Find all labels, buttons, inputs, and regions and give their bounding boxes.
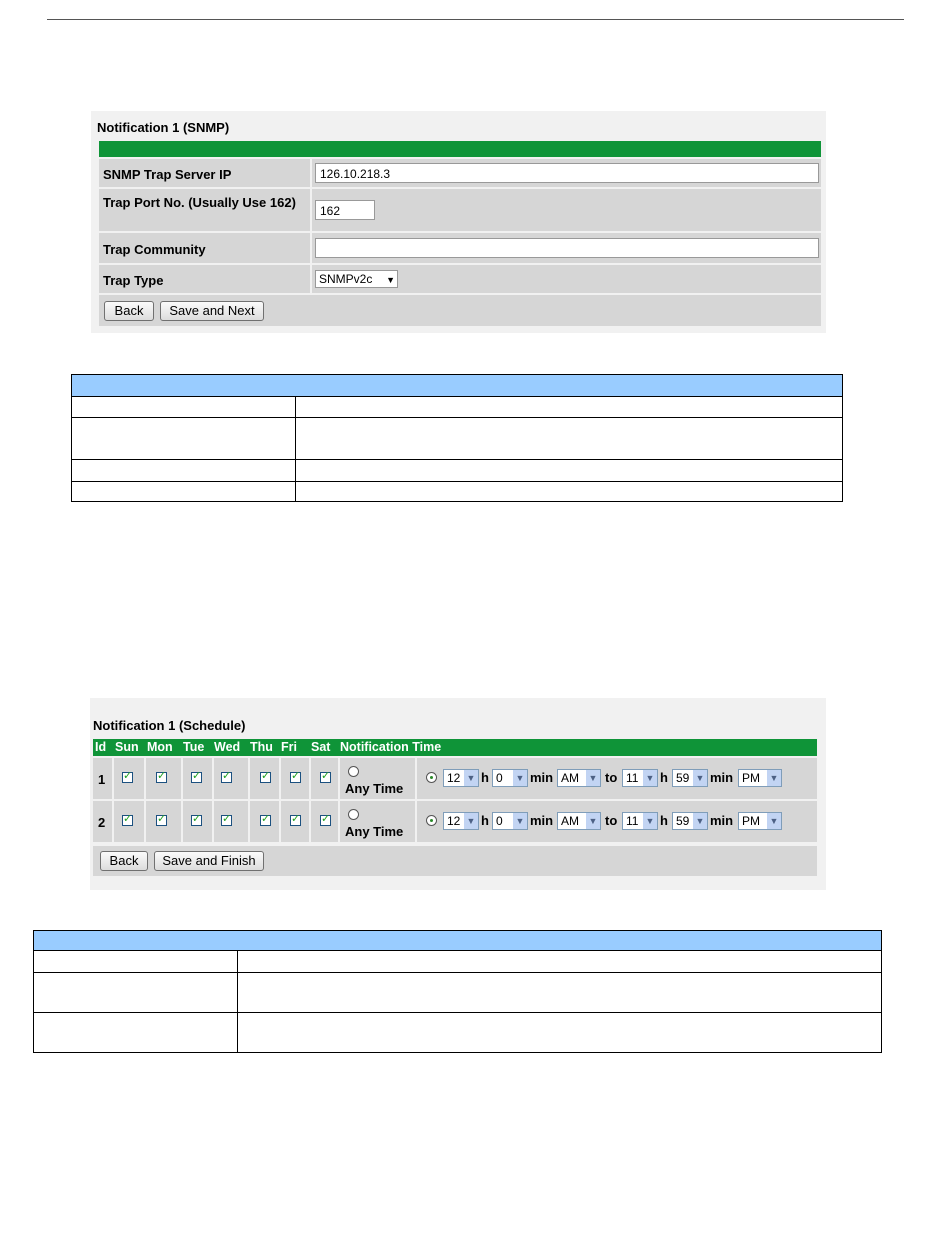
chevron-down-icon: ▼ xyxy=(464,770,478,786)
trap-type-row xyxy=(99,265,821,293)
trap-port-input[interactable]: 162 xyxy=(315,200,375,220)
thursday-checkbox[interactable] xyxy=(260,772,271,783)
schedule-button-row xyxy=(93,846,817,876)
tuesday-checkbox[interactable] xyxy=(191,772,202,783)
minute-unit-label: min xyxy=(530,813,554,828)
trap-type-select[interactable] xyxy=(315,270,398,288)
wednesday-checkbox[interactable] xyxy=(221,815,232,826)
friday-checkbox[interactable] xyxy=(290,815,301,826)
table-row xyxy=(34,1013,881,1053)
any-time-label: Any Time xyxy=(345,824,404,839)
schedule-panel-title: Notification 1 (Schedule) xyxy=(93,718,246,733)
description-table-2 xyxy=(33,930,882,1053)
trap-server-ip-row xyxy=(99,159,821,187)
trap-community-input[interactable] xyxy=(315,238,819,258)
header-tue: Tue xyxy=(183,740,205,754)
table-header xyxy=(72,375,842,397)
trap-type-label: Trap Type xyxy=(103,273,164,288)
back-button[interactable]: Back xyxy=(100,851,148,871)
save-and-finish-button[interactable]: Save and Finish xyxy=(154,851,264,871)
header-rule xyxy=(47,19,904,20)
chevron-down-icon: ▼ xyxy=(767,813,781,829)
trap-server-ip-label: SNMP Trap Server IP xyxy=(103,167,232,182)
row-id: 1 xyxy=(98,772,106,787)
from-hour-select[interactable]: 12 ▼ xyxy=(443,812,479,830)
trap-server-ip-input[interactable]: 126.10.218.3 xyxy=(315,163,819,183)
monday-checkbox[interactable] xyxy=(156,815,167,826)
table-row xyxy=(72,418,842,460)
hour-unit-label: h xyxy=(660,813,668,828)
schedule-row xyxy=(93,758,817,799)
snmp-header-bar xyxy=(99,141,821,157)
time-range-radio[interactable] xyxy=(426,772,437,783)
column-divider xyxy=(237,951,238,1053)
sunday-checkbox[interactable] xyxy=(122,772,133,783)
header-notification-time: Notification Time xyxy=(340,740,442,754)
chevron-down-icon: ▼ xyxy=(643,770,657,786)
from-minute-select[interactable]: 0 ▼ xyxy=(492,769,528,787)
header-wed: Wed xyxy=(214,740,241,754)
from-ampm-select[interactable]: AM ▼ xyxy=(557,769,601,787)
minute-unit-label: min xyxy=(710,813,734,828)
column-divider xyxy=(295,397,296,502)
from-ampm-select[interactable]: AM ▼ xyxy=(557,812,601,830)
chevron-down-icon: ▼ xyxy=(586,770,600,786)
chevron-down-icon: ▼ xyxy=(513,813,527,829)
chevron-down-icon: ▼ xyxy=(464,813,478,829)
sunday-checkbox[interactable] xyxy=(122,815,133,826)
trap-port-label: Trap Port No. (Usually Use 162) xyxy=(103,195,296,210)
to-minute-select[interactable]: 59 ▼ xyxy=(672,769,708,787)
description-table-1 xyxy=(71,374,843,502)
to-hour-select[interactable]: 11 ▼ xyxy=(622,812,658,830)
minute-unit-label: min xyxy=(710,770,734,785)
header-fri: Fri xyxy=(281,740,297,754)
trap-community-label: Trap Community xyxy=(103,242,206,257)
to-label: to xyxy=(605,770,618,785)
table-row xyxy=(34,951,881,973)
chevron-down-icon: ▼ xyxy=(693,813,707,829)
header-sun: Sun xyxy=(115,740,139,754)
caret-down-icon: ▼ xyxy=(386,275,395,285)
chevron-down-icon: ▼ xyxy=(767,770,781,786)
minute-unit-label: min xyxy=(530,770,554,785)
schedule-header-row xyxy=(93,739,817,756)
any-time-label: Any Time xyxy=(345,781,404,796)
hour-unit-label: h xyxy=(660,770,668,785)
from-minute-select[interactable]: 0 ▼ xyxy=(492,812,528,830)
back-button[interactable]: Back xyxy=(104,301,154,321)
header-thu: Thu xyxy=(250,740,273,754)
chevron-down-icon: ▼ xyxy=(643,813,657,829)
to-label: to xyxy=(605,813,618,828)
schedule-panel xyxy=(90,698,826,890)
thursday-checkbox[interactable] xyxy=(260,815,271,826)
hour-unit-label: h xyxy=(481,770,489,785)
save-and-next-button[interactable]: Save and Next xyxy=(160,301,264,321)
schedule-row xyxy=(93,801,817,842)
saturday-checkbox[interactable] xyxy=(320,815,331,826)
from-hour-select[interactable]: 12 ▼ xyxy=(443,769,479,787)
chevron-down-icon: ▼ xyxy=(693,770,707,786)
any-time-radio[interactable] xyxy=(348,766,359,777)
snmp-button-row xyxy=(99,295,821,326)
header-sat: Sat xyxy=(311,740,331,754)
friday-checkbox[interactable] xyxy=(290,772,301,783)
row-id: 2 xyxy=(98,815,106,830)
any-time-radio[interactable] xyxy=(348,809,359,820)
to-hour-select[interactable]: 11 ▼ xyxy=(622,769,658,787)
tuesday-checkbox[interactable] xyxy=(191,815,202,826)
table-header xyxy=(34,931,881,951)
to-minute-select[interactable]: 59 ▼ xyxy=(672,812,708,830)
to-ampm-select[interactable]: PM ▼ xyxy=(738,769,782,787)
wednesday-checkbox[interactable] xyxy=(221,772,232,783)
snmp-panel-title: Notification 1 (SNMP) xyxy=(97,120,230,135)
time-range-radio[interactable] xyxy=(426,815,437,826)
trap-type-value: SNMPv2c xyxy=(319,272,373,286)
snmp-settings-panel xyxy=(91,111,826,333)
saturday-checkbox[interactable] xyxy=(320,772,331,783)
chevron-down-icon: ▼ xyxy=(586,813,600,829)
table-row xyxy=(72,482,842,502)
table-row xyxy=(72,397,842,418)
trap-community-row xyxy=(99,233,821,263)
header-mon: Mon xyxy=(147,740,173,754)
chevron-down-icon: ▼ xyxy=(513,770,527,786)
hour-unit-label: h xyxy=(481,813,489,828)
header-id: Id xyxy=(95,740,107,754)
table-row xyxy=(72,460,842,482)
trap-port-row xyxy=(99,189,821,231)
to-ampm-select[interactable]: PM ▼ xyxy=(738,812,782,830)
table-row xyxy=(34,973,881,1013)
monday-checkbox[interactable] xyxy=(156,772,167,783)
